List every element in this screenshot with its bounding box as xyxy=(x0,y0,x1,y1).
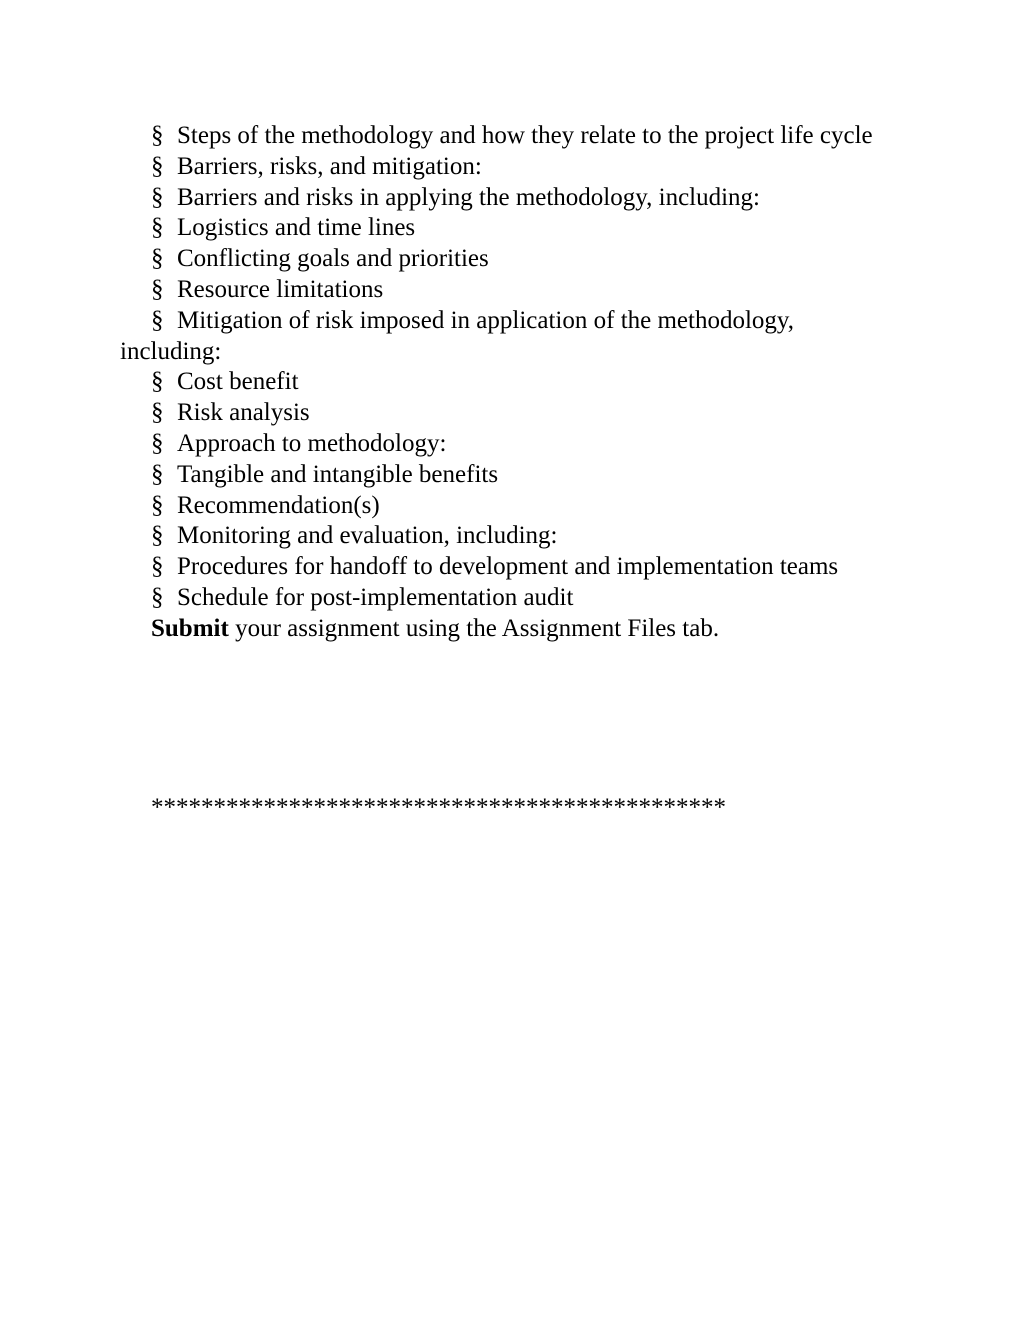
list-item xyxy=(120,398,900,429)
list-item-text: Steps of the methodology and how they relate to the project life cycle xyxy=(177,122,873,149)
submit-bold-label: Submit xyxy=(151,614,229,642)
section-bullet: § xyxy=(151,214,164,242)
list-item xyxy=(120,152,900,183)
list-item xyxy=(120,244,900,275)
section-bullet: § xyxy=(151,399,164,427)
requirements-list xyxy=(120,121,900,645)
list-item-text: Risk analysis xyxy=(177,399,310,427)
section-bullet: § xyxy=(151,583,164,611)
list-item-text: Resource limitations xyxy=(177,275,384,303)
submit-instruction xyxy=(120,614,900,645)
section-bullet: § xyxy=(151,522,164,550)
list-item-text: Mitigation of risk imposed in application of the methodology, including: xyxy=(120,306,795,365)
list-item xyxy=(120,583,900,614)
list-item xyxy=(120,491,900,522)
section-bullet: § xyxy=(151,368,164,396)
section-bullet: § xyxy=(151,183,164,211)
list-item xyxy=(120,275,900,306)
list-item xyxy=(120,183,900,214)
list-item-text: Barriers, risks, and mitigation: xyxy=(177,152,482,180)
list-item-text: Conflicting goals and priorities xyxy=(177,245,489,273)
section-bullet: § xyxy=(151,306,164,334)
section-bullet: § xyxy=(151,152,164,180)
list-item-text: Barriers and risks in applying the methodology, including: xyxy=(177,183,761,211)
list-item-text: Cost benefit xyxy=(177,368,299,396)
section-bullet: § xyxy=(151,429,164,457)
section-bullet: § xyxy=(151,122,164,149)
submit-instruction-text: your assignment using the Assignment Files tab. xyxy=(228,614,720,642)
list-item xyxy=(120,367,900,398)
list-item xyxy=(120,460,900,491)
list-item-text: Procedures for handoff to development and implementation teams xyxy=(177,553,839,581)
asterisk-separator: ********************************************** xyxy=(151,794,726,821)
list-item xyxy=(120,213,900,244)
list-item-text: Logistics and time lines xyxy=(177,214,416,242)
list-item-text: Tangible and intangible benefits xyxy=(177,460,499,488)
section-bullet: § xyxy=(151,491,164,519)
list-item xyxy=(120,121,900,152)
list-item xyxy=(120,306,900,368)
section-bullet: § xyxy=(151,460,164,488)
list-item-text: Schedule for post-implementation audit xyxy=(177,583,574,611)
section-bullet: § xyxy=(151,275,164,303)
list-item-text: Approach to methodology: xyxy=(177,429,447,457)
list-item xyxy=(120,521,900,552)
list-item xyxy=(120,552,900,583)
list-item-text: Recommendation(s) xyxy=(177,491,380,519)
section-bullet: § xyxy=(151,553,164,581)
list-item-text: Monitoring and evaluation, including: xyxy=(177,522,558,550)
section-bullet: § xyxy=(151,245,164,273)
list-item xyxy=(120,429,900,460)
